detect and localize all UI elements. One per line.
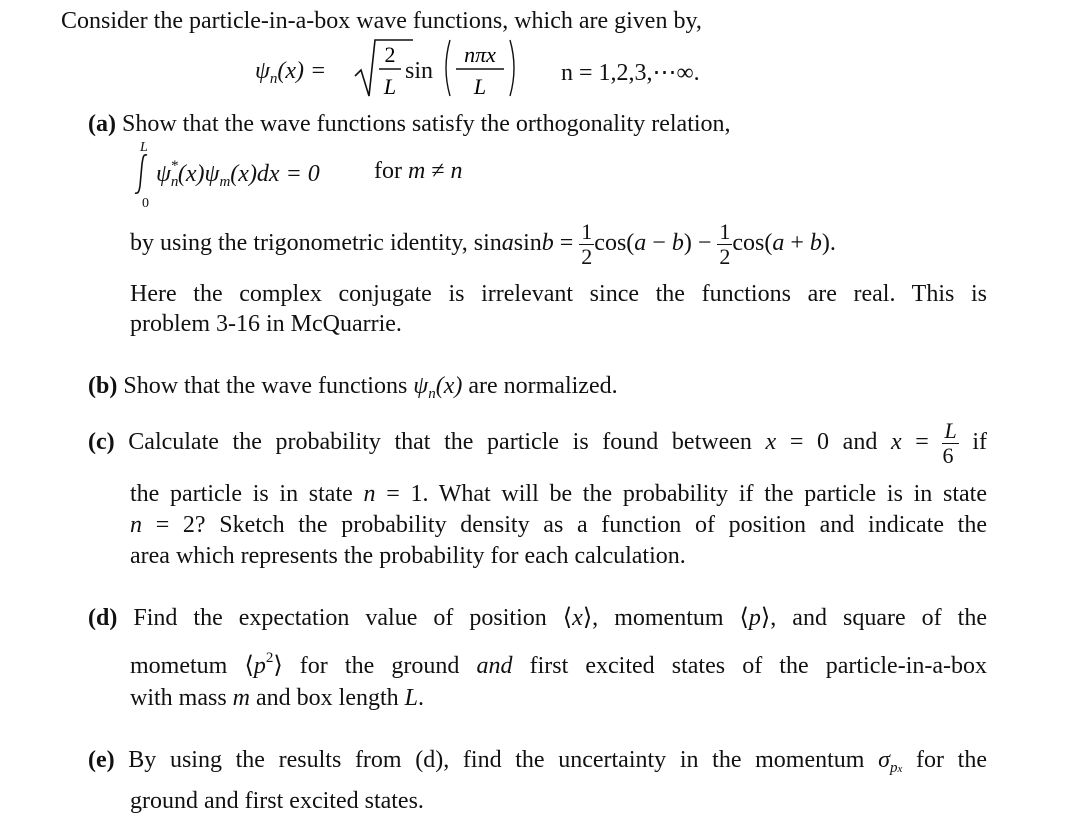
intro-text: Consider the particle-in-a-box wave functions, which are given by, [61,8,702,34]
n-range: n = 1,2,3,⋯∞. [561,60,700,86]
integrand: $\psi_n^*(x)\psi_m(x)dx = 0$ [156,158,320,190]
integral-sign [132,152,152,196]
part-a-label: (a) [88,111,116,137]
part-a-note-line2: problem 3-16 in McQuarrie. [130,311,402,337]
part-c-line4: area which represents the probability for each calculation. [130,543,686,569]
part-e-line1: (e) By using the results from (d), find the uncertainty in the momentum $\sigma_{px}$ for the [88,747,987,776]
part-c-line1: (c) Calculate the probability that the particle is found between x = 0 and x = $\frac{L}{6}$ if [88,417,988,468]
part-d-line2: mometum $⟨p^2⟩$ for the ground and first excited states of the particle-in-a-box [130,650,987,679]
sqrt-numerator: 2 [384,42,396,67]
part-d-line3: with mass m and box length L. [130,685,425,711]
sin-function: sin [405,58,434,84]
part-b-label: (b) [88,373,118,399]
wavefunction-equation [255,36,775,100]
part-b-statement: (b) Show that the wave functions $\psi_n(x)$ are normalized. [88,373,618,402]
sin-argument [440,36,520,100]
part-a-text: Show that the wave functions satisfy the orthogonality relation, [121,111,731,137]
integral-upper-limit: L [140,140,148,155]
part-e-label: (e) [88,747,115,773]
part-d-line1: (d) Find the expectation value of position ⟨x⟩, momentum ⟨p⟩, and square of the [88,605,987,631]
orthogonality-condition: for m ≠ n [374,158,463,184]
arg-numerator: nπx [464,42,496,67]
sqrt-denominator: L [383,74,397,99]
integral-lower-limit: 0 [142,196,149,211]
part-d-label: (d) [88,605,118,631]
trig-identity-line: by using the trigonometric identity, sinasinb = $\frac{1}{2}$ cos(a − b) − $\frac{1}{2}$ cos(a + b). [130,218,836,269]
orthogonality-integral [128,140,528,215]
part-c-line2: the particle is in state n = 1. What will be the probability if the particle is in state [130,481,987,507]
part-e-line2: ground and first excited states. [130,788,424,814]
part-c-label: (c) [88,429,115,455]
part-a-statement [88,109,731,139]
arg-denominator: L [473,74,487,99]
part-c-line3: n = 2? Sketch the probability density as a function of position and indicate the [130,512,987,538]
wavefunction-lhs: $\psi_n(x)$ = [255,58,327,87]
part-a-note-line1: Here the complex conjugate is irrelevant since the functions are real. This is [130,281,987,307]
